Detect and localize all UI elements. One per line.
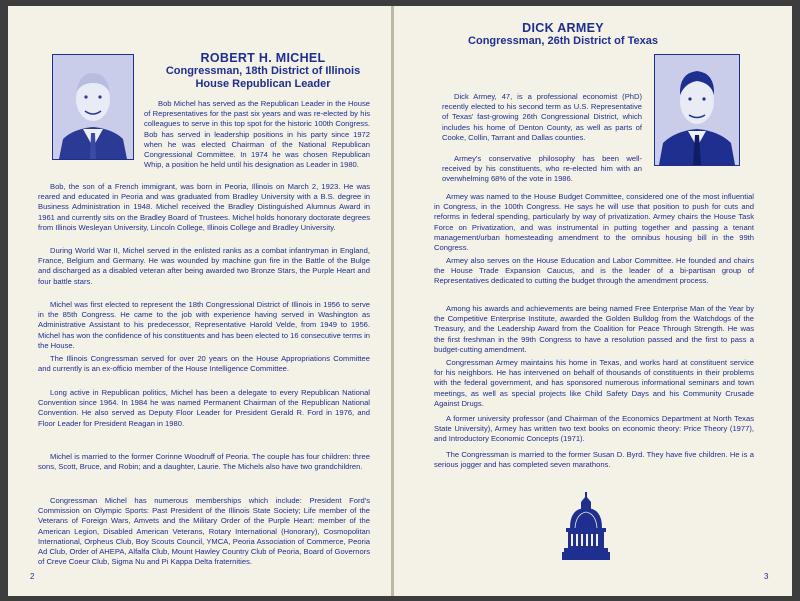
- armey-name: DICK ARMEY: [522, 21, 604, 35]
- michel-portrait-photo: [52, 54, 134, 160]
- armey-paragraph-1: Dick Armey, 47, is a professional economist (PhD) recently elected to his second term as U.S. Representative of Texas' fast-growing 26th Congressional District, which includes his home of Denton County, as well as parts of Cooke, Collin, Tarrant and Dallas counties.: [442, 92, 642, 142]
- armey-paragraph-4: Armey also serves on the House Education and Labor Committee. He founded and chairs the House Trade Expansion Caucus, and is the leader of a bi-partisan group of Representatives dedicated to cutting the budget through the amendment process.: [434, 256, 754, 286]
- michel-paragraph-8: Congressman Michel has numerous memberships which include: President Ford's Commission on Olympic Sports: Past President of the Illinois State Society; Life member of the Veterans of Foreign Wars, Amvets and the Military Order of the Purple Heart: member of the American Legion, Disabled American Veterans, Rotary International (Honorary), Cosmopolitan International, Orpheus Club, Boy Scouts Council, YMCA, Peoria Association of Commerce, Peoria Ad Club, Order of AHEPA, Alfalfa Club, Mount Hawley Country Club of Peoria, Board of Governors of Creve Coeur Club, Sigma Nu and Pi Kappa Delta fraternities.: [38, 496, 370, 567]
- michel-paragraph-4: Michel was first elected to represent the 18th Congressional District of Illinois in 1956 to serve in the 85th Congress. He came to the job with experience having served in Washington as Administrative Assistant to his predecessor, Representative Harold Velde, from 1949 to 1956. Michel has won the confidence of his constituents and has been elected to 16 consecutive terms in the House.: [38, 300, 370, 350]
- armey-paragraph-5: Among his awards and achievements are being named Free Enterprise Man of the Year by the Competitive Enterprise Institute, awarded the Golden Bulldog from the Watchdogs of the Treasury, and the Leadership Award from the Coalition for Peace Through Strength. He was the first freshman in the 99th Congress to have a resolution passed and the first to pass a budget-cutting amendment.: [434, 304, 754, 354]
- capitol-dome-icon: [562, 492, 610, 564]
- portrait-icon: [53, 55, 133, 159]
- capitol-dome-svg: [562, 492, 610, 564]
- michel-paragraph-7: Michel is married to the former Corinne Woodruff of Peoria. The couple has four children: three sons, Scott, Bruce, and Robin; and a daughter, Laurie. The Michels also have two grandchildren.: [38, 452, 370, 472]
- michel-paragraph-6: Long active in Republican politics, Michel has been a delegate to every Republican National Convention since 1964. In 1984 he was named Permanent Chairman of the Republican National Convention. He also served as Deputy Floor Leader for President Gerald R. Ford in 1976, and Floor Leader for President Reagan in 1980.: [38, 388, 370, 428]
- michel-heading: [158, 52, 368, 91]
- armey-heading: [438, 22, 688, 48]
- michel-title-district: Congressman, 18th District of Illinois: [165, 65, 361, 77]
- michel-paragraph-3: During World War II, Michel served in the enlisted ranks as a combat infantryman in England, France, Belgium and Germany. He was wounded by machine gun fire in the Battle of the Bulge and discharged as a disabled veteran after being awarded two Bronze Stars, the Purple Heart and four battle stars.: [38, 246, 370, 286]
- armey-portrait-photo: [654, 54, 740, 166]
- right-page: [394, 6, 792, 596]
- michel-paragraph-2: Bob, the son of a French immigrant, was born in Peoria, Illinois on March 2, 1923. He was reared and educated in Peoria and was graduated from Bradley University with a B.S. degree in Business Administration in 1948. Michel received the Bradley Distinguished Alumnus Award in 1961 and currently sits on the Bradley Board of Trustees. Michel holds honorary doctorate degrees from Illinois Wesleyan University, Lincoln College, Illinois College and Bradley University.: [38, 182, 370, 232]
- page-number-left: 2: [30, 572, 35, 581]
- michel-name: ROBERT H. MICHEL: [200, 51, 326, 65]
- michel-title-leader: House Republican Leader: [195, 78, 331, 90]
- armey-paragraph-8: The Congressman is married to the former Susan D. Byrd. They have five children. He is a serious jogger and has completed seven marathons.: [434, 450, 754, 470]
- michel-paragraph-1: Bob Michel has served as the Republican Leader in the House of Representatives for the past six years and was re-elected by his colleagues to serve in this top spot for the historic 100th Congress. Bob has served in leadership positions in his party since 1972 when he was elected Chairman of the National Republican Congressional Committee. In 1974 he was chosen Republican Whip, a position he held until his designation as Leader in 1980.: [144, 99, 370, 170]
- page-number-right: 3: [764, 572, 769, 581]
- armey-title-district: Congressman, 26th District of Texas: [468, 35, 658, 47]
- portrait-icon: [655, 55, 739, 165]
- left-page: [8, 6, 391, 596]
- armey-paragraph-6: Congressman Armey maintains his home in Texas, and works hard at constituent service for his neighbors. He has intervened on behalf of thousands of constituents in their problems with the federal government, and has sponsored numerous informational seminars and town meetings, as well as special projects like Child Safety Days and his Community Crusade Against Drugs.: [434, 358, 754, 408]
- armey-paragraph-3: Armey was named to the House Budget Committee, considered one of the most influential in Congress, in the 100th Congress. He says he will use that position to push for cuts and reforms in federal spending, particularly by way of privatization. Armey chairs the House Task Force on Privatization, and was instrumental in putting together and passing a tenant management/urban homesteading amendment to the omnibus housing bill in the 99th Congress.: [434, 192, 754, 253]
- armey-paragraph-7: A former university professor (and Chairman of the Economics Department at North Texas State University), Armey has written two text books on economic theory: Price Theory (1977), and Introductory Economic Concepts (1971).: [434, 414, 754, 444]
- michel-paragraph-5: The Illinois Congressman served for over 20 years on the House Appropriations Committee and currently is an ex-officio member of the House Intelligence Committee.: [38, 354, 370, 374]
- armey-paragraph-2: Armey's conservative philosophy has been well-received by his constituents, who re-elected him with an overwhelming 68% of the vote in 1986.: [442, 154, 642, 184]
